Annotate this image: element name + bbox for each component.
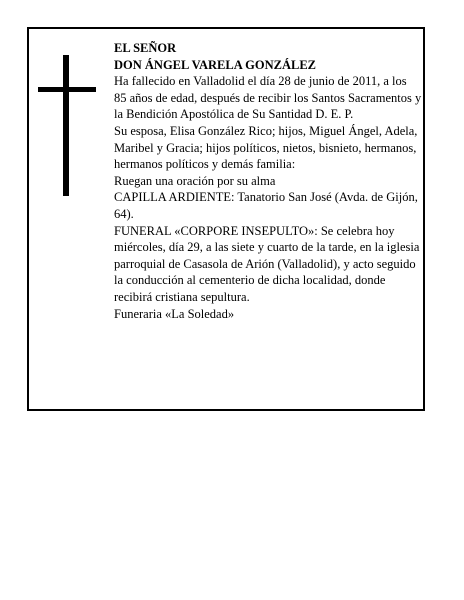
family-paragraph: Su esposa, Elisa González Rico; hijos, Miguel Ángel, Adela, Maribel y Gracia; hijos políticos, nietos, bisnieto, hermanos, hermanos políticos y demás familia: — [114, 123, 418, 172]
wake-location: CAPILLA ARDIENTE: Tanatorio San José (Avda. de Gijón, 64). — [114, 190, 418, 221]
prayer-request: Ruegan una oración por su alma — [114, 173, 276, 188]
funeral-details: FUNERAL «CORPORE INSEPULTO»: Se celebra hoy miércoles, día 29, a las siete y cuarto de la tarde, en la iglesia parroquial de Casasola de Arión (Valladolid), y acto seguido la conducción al cementerio de dicha localidad, donde recibirá cristiana sepultura. — [114, 223, 420, 304]
death-announcement: Ha fallecido en Valladolid el día 28 de junio de 2011, a los 85 años de edad, después de recibir los Santos Sacramentos y la Bendición Apostólica de Su Santidad D. E. P. — [114, 74, 422, 122]
funeral-home: Funeraria «La Soledad» — [114, 306, 235, 321]
cross-icon — [38, 55, 96, 196]
cross-vertical-bar — [63, 55, 69, 196]
deceased-name: DON ÁNGEL VARELA GONZÁLEZ — [114, 57, 317, 72]
obituary-text — [114, 40, 422, 322]
cross-horizontal-bar — [38, 87, 96, 92]
title-line-1: EL SEÑOR — [114, 41, 177, 55]
